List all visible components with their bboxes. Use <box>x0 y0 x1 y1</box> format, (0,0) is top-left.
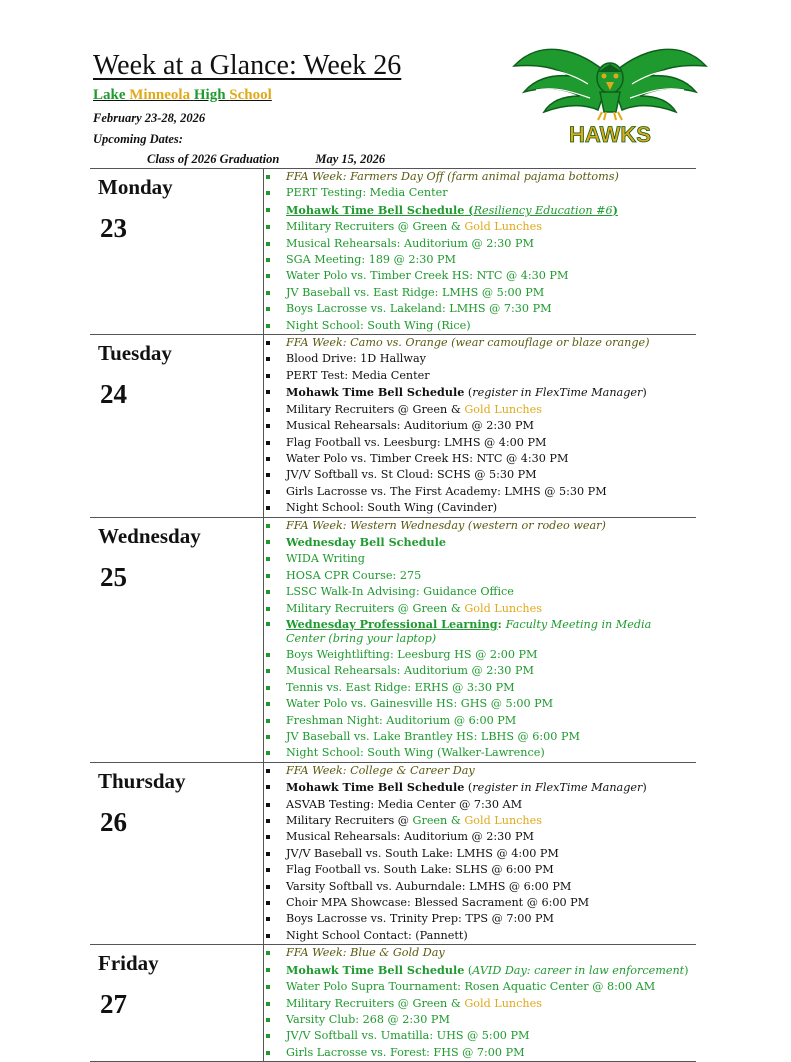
list-item: JV Baseball vs. East Ridge: LMHS @ 5:00 PM <box>286 285 696 301</box>
list-item: PERT Testing: Media Center <box>286 185 696 201</box>
bell-schedule-label: Mohawk Time Bell Schedule <box>286 962 465 977</box>
bell-schedule-label: Mohawk Time Bell Schedule <box>286 385 465 400</box>
day-row-thursday <box>90 762 696 944</box>
list-item: FFA Week: Blue & Gold Day <box>286 945 696 961</box>
list-item: WIDA Writing <box>286 551 696 567</box>
school-name: Lake Minneola High School <box>93 87 272 103</box>
list-item: Girls Lacrosse vs. Forest: FHS @ 7:00 PM <box>286 1045 696 1061</box>
day-row-wednesday <box>90 517 696 762</box>
list-item: Musical Rehearsals: Auditorium @ 2:30 PM <box>286 236 696 252</box>
list-item: Military Recruiters @ Green & Gold Lunches <box>286 813 696 829</box>
list-item: Water Polo vs. Timber Creek HS: NTC @ 4:30 PM <box>286 268 696 284</box>
list-item: HOSA CPR Course: 275 <box>286 568 696 584</box>
upcoming-dates-label: Upcoming Dates: <box>93 132 183 146</box>
list-item: Night School: South Wing (Rice) <box>286 318 696 334</box>
day-name: Monday <box>98 175 173 199</box>
list-item: Military Recruiters @ Green & Gold Lunches <box>286 402 696 418</box>
list-item: Water Polo Supra Tournament: Rosen Aquatic Center @ 8:00 AM <box>286 979 696 995</box>
list-item: JV/V Baseball vs. South Lake: LMHS @ 4:00 PM <box>286 846 696 862</box>
graduation-label: Class of 2026 Graduation <box>147 152 280 166</box>
list-item: Night School Contact: (Pannett) <box>286 928 696 944</box>
professional-learning-link: Wednesday Professional Learning <box>286 616 498 631</box>
list-item: Musical Rehearsals: Auditorium @ 2:30 PM <box>286 418 696 434</box>
list-item: PERT Test: Media Center <box>286 368 696 384</box>
list-item: Boys Lacrosse vs. Lakeland: LMHS @ 7:30 PM <box>286 301 696 317</box>
list-item: FFA Week: Western Wednesday (western or rodeo wear) <box>286 518 696 534</box>
day-row-monday <box>90 168 696 334</box>
list-item: Musical Rehearsals: Auditorium @ 2:30 PM <box>286 663 696 679</box>
list-item: Wednesday Professional Learning: Faculty Meeting in Media Center (bring your laptop) <box>286 617 696 647</box>
graduation-date: May 15, 2026 <box>315 152 386 166</box>
list-item: FFA Week: Camo vs. Orange (wear camouflage or blaze orange) <box>286 335 696 351</box>
list-item: Military Recruiters @ Green & Gold Lunches <box>286 219 696 235</box>
logo-text: HAWKS <box>569 122 651 147</box>
list-item: Mohawk Time Bell Schedule (Resiliency Education #6) <box>286 202 696 219</box>
list-item: Water Polo vs. Timber Creek HS: NTC @ 4:30 PM <box>286 451 696 467</box>
hawks-logo <box>510 38 710 150</box>
list-item: FFA Week: College & Career Day <box>286 763 696 779</box>
list-item: Mohawk Time Bell Schedule (AVID Day: career in law enforcement) <box>286 962 696 979</box>
list-item: JV/V Softball vs. St Cloud: SCHS @ 5:30 PM <box>286 467 696 483</box>
list-item: LSSC Walk-In Advising: Guidance Office <box>286 584 696 600</box>
list-item: Military Recruiters @ Green & Gold Lunches <box>286 601 696 617</box>
list-item: Flag Football vs. South Lake: SLHS @ 6:00 PM <box>286 862 696 878</box>
list-item: FFA Week: Farmers Day Off (farm animal pajama bottoms) <box>286 169 696 185</box>
day-number: 25 <box>100 561 127 592</box>
list-item: Choir MPA Showcase: Blessed Sacrament @ 6:00 PM <box>286 895 696 911</box>
list-item: Night School: South Wing (Walker-Lawrence) <box>286 745 696 761</box>
list-item: Boys Weightlifting: Leesburg HS @ 2:00 PM <box>286 647 696 663</box>
event-list <box>90 945 696 1061</box>
list-item: Military Recruiters @ Green & Gold Lunches <box>286 996 696 1012</box>
list-item: Varsity Softball vs. Auburndale: LMHS @ 6:00 PM <box>286 879 696 895</box>
bell-schedule-link: Mohawk Time Bell Schedule <box>286 202 465 217</box>
bell-schedule-label: Mohawk Time Bell Schedule <box>286 780 465 795</box>
list-item: JV/V Softball vs. Umatilla: UHS @ 5:00 PM <box>286 1028 696 1044</box>
day-number: 27 <box>100 989 127 1020</box>
day-name: Tuesday <box>98 341 172 366</box>
list-item: ASVAB Testing: Media Center @ 7:30 AM <box>286 797 696 813</box>
week-schedule-table <box>90 168 696 1062</box>
event-list <box>90 169 696 334</box>
day-name: Wednesday <box>98 523 201 548</box>
list-item: JV Baseball vs. Lake Brantley HS: LBHS @ 6:00 PM <box>286 729 696 745</box>
bell-schedule-label: Wednesday Bell Schedule <box>286 534 447 549</box>
list-item: Varsity Club: 268 @ 2:30 PM <box>286 1012 696 1028</box>
page-title: Week at a Glance: Week 26 <box>93 50 402 81</box>
list-item: Flag Football vs. Leesburg: LMHS @ 4:00 PM <box>286 435 696 451</box>
list-item: Tennis vs. East Ridge: ERHS @ 3:30 PM <box>286 680 696 696</box>
day-row-friday <box>90 944 696 1062</box>
day-name: Thursday <box>98 768 186 793</box>
list-item: Water Polo vs. Gainesville HS: GHS @ 5:00 PM <box>286 696 696 712</box>
list-item: Freshman Night: Auditorium @ 6:00 PM <box>286 713 696 729</box>
list-item: Mohawk Time Bell Schedule (register in FlexTime Manager) <box>286 779 696 796</box>
list-item: Night School: South Wing (Cavinder) <box>286 500 696 516</box>
list-item: SGA Meeting: 189 @ 2:30 PM <box>286 252 696 268</box>
date-range: February 23-28, 2026 <box>93 111 206 125</box>
event-list <box>90 335 696 516</box>
list-item: Mohawk Time Bell Schedule (register in FlexTime Manager) <box>286 384 696 401</box>
graduation-line <box>147 152 385 167</box>
list-item: Boys Lacrosse vs. Trinity Prep: TPS @ 7:00 PM <box>286 911 696 927</box>
day-number: 23 <box>100 213 127 243</box>
day-row-tuesday <box>90 334 696 516</box>
list-item: Girls Lacrosse vs. The First Academy: LMHS @ 5:30 PM <box>286 484 696 500</box>
event-list <box>90 518 696 762</box>
day-number: 26 <box>100 806 127 837</box>
list-item: Musical Rehearsals: Auditorium @ 2:30 PM <box>286 829 696 845</box>
day-name: Friday <box>98 951 159 976</box>
list-item: Blood Drive: 1D Hallway <box>286 351 696 367</box>
list-item <box>286 534 696 551</box>
day-number: 24 <box>100 379 127 410</box>
